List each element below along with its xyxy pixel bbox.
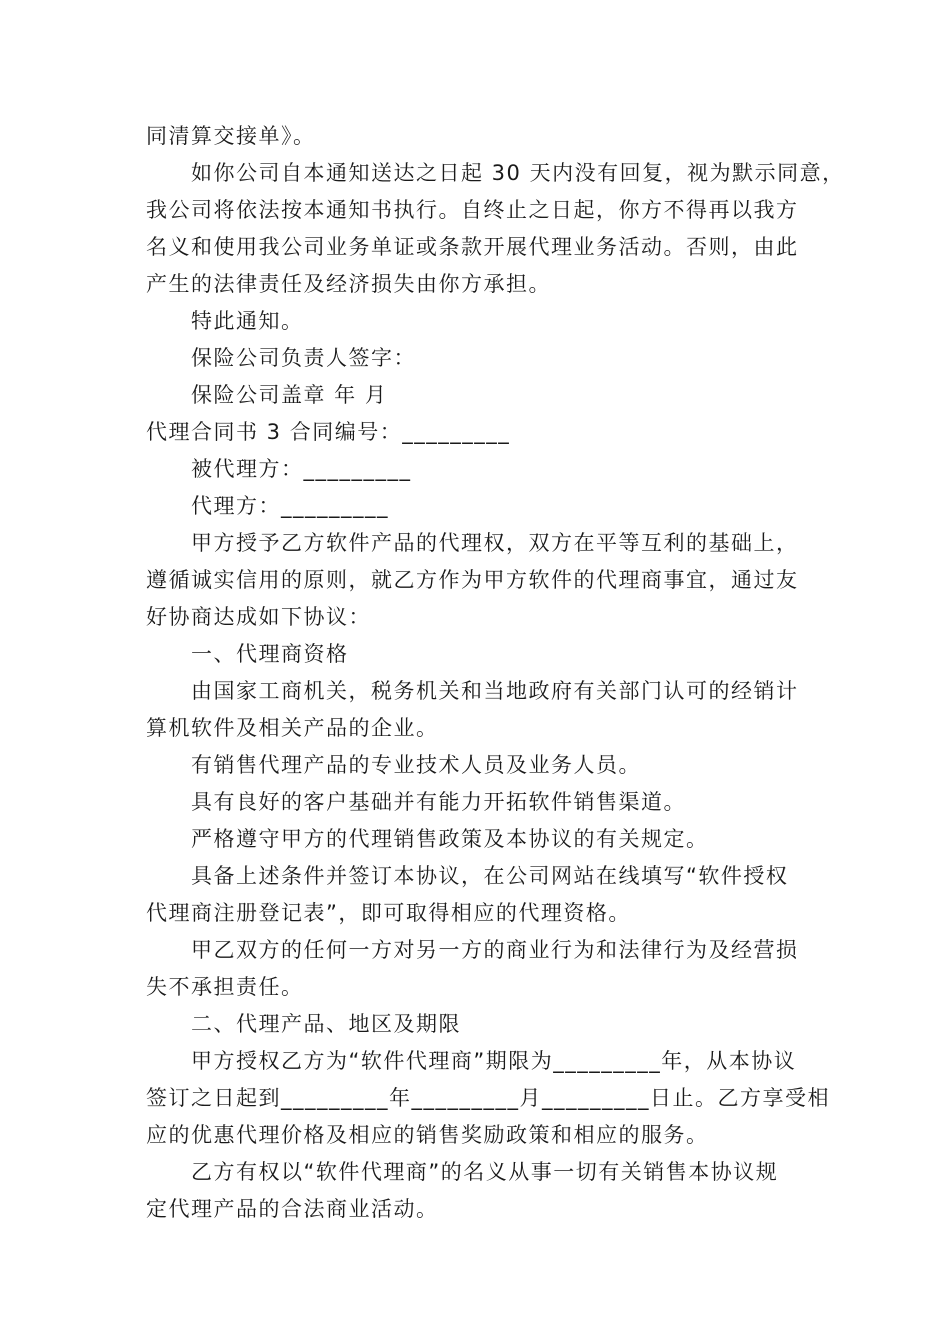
paragraph [146, 1043, 830, 1154]
text-line: 代理方：_________ [191, 494, 389, 518]
paragraph [146, 636, 826, 673]
text-line: 一、代理商资格 [191, 642, 349, 666]
paragraph [146, 1006, 826, 1043]
paragraph [146, 821, 826, 858]
text-line: 保险公司负责人签字： [191, 346, 416, 370]
text-line: 我公司将依法按本通知书执行。自终止之日起，你方不得再以我方 [146, 198, 799, 222]
text-line: 代理合同书 3 合同编号：_________ [146, 420, 511, 444]
paragraph [146, 525, 826, 636]
paragraph [146, 118, 826, 155]
paragraph [146, 488, 826, 525]
text-line: 具有良好的客户基础并有能力开拓软件销售渠道。 [191, 790, 686, 814]
text-line: 具备上述条件并签订本协议，在公司网站在线填写“软件授权 [191, 864, 789, 888]
text-line: 遵循诚实信用的原则，就乙方作为甲方软件的代理商事宜，通过友 [146, 568, 799, 592]
text-line: 定代理产品的合法商业活动。 [146, 1197, 439, 1221]
paragraph [146, 1154, 826, 1228]
paragraph [146, 932, 826, 1006]
text-line: 甲方授予乙方软件产品的代理权，双方在平等互利的基础上， [191, 531, 799, 555]
text-line: 产生的法律责任及经济损失由你方承担。 [146, 272, 551, 296]
text-line: 有销售代理产品的专业技术人员及业务人员。 [191, 753, 641, 777]
paragraph [146, 414, 826, 451]
text-line: 严格遵守甲方的代理销售政策及本协议的有关规定。 [191, 827, 709, 851]
paragraph [146, 858, 826, 932]
text-line: 如你公司自本通知送达之日起 30 天内没有回复，视为默示同意， [191, 161, 845, 185]
text-line: 特此通知。 [191, 309, 304, 333]
paragraph [146, 155, 845, 303]
paragraph [146, 303, 826, 340]
text-line: 名义和使用我公司业务单证或条款开展代理业务活动。否则，由此 [146, 235, 799, 259]
text-line: 应的优惠代理价格及相应的销售奖励政策和相应的服务。 [146, 1123, 709, 1147]
paragraph [146, 340, 826, 377]
paragraph [146, 673, 826, 747]
paragraph [146, 377, 826, 414]
text-line: 算机软件及相关产品的企业。 [146, 716, 439, 740]
text-line: 保险公司盖章 年 月 [191, 383, 388, 407]
text-line: 甲方授权乙方为“软件代理商”期限为_________年，从本协议 [191, 1049, 797, 1073]
paragraph [146, 747, 826, 784]
text-line: 失不承担责任。 [146, 975, 304, 999]
text-line: 乙方有权以“软件代理商”的名义从事一切有关销售本协议规 [191, 1160, 779, 1184]
text-line: 同清算交接单》。 [146, 124, 316, 148]
text-line: 由国家工商机关，税务机关和当地政府有关部门认可的经销计 [191, 679, 799, 703]
text-line: 代理商注册登记表”，即可取得相应的代理资格。 [146, 901, 631, 925]
paragraph [146, 451, 826, 488]
text-line: 甲乙双方的任何一方对另一方的商业行为和法律行为及经营损 [191, 938, 799, 962]
text-line: 签订之日起到_________年_________月_________日止。乙方享受相 [146, 1086, 830, 1110]
document-body [146, 118, 845, 1228]
text-line: 被代理方：_________ [191, 457, 412, 481]
text-line: 二、代理产品、地区及期限 [191, 1012, 461, 1036]
text-line: 好协商达成如下协议： [146, 605, 371, 629]
paragraph [146, 784, 826, 821]
